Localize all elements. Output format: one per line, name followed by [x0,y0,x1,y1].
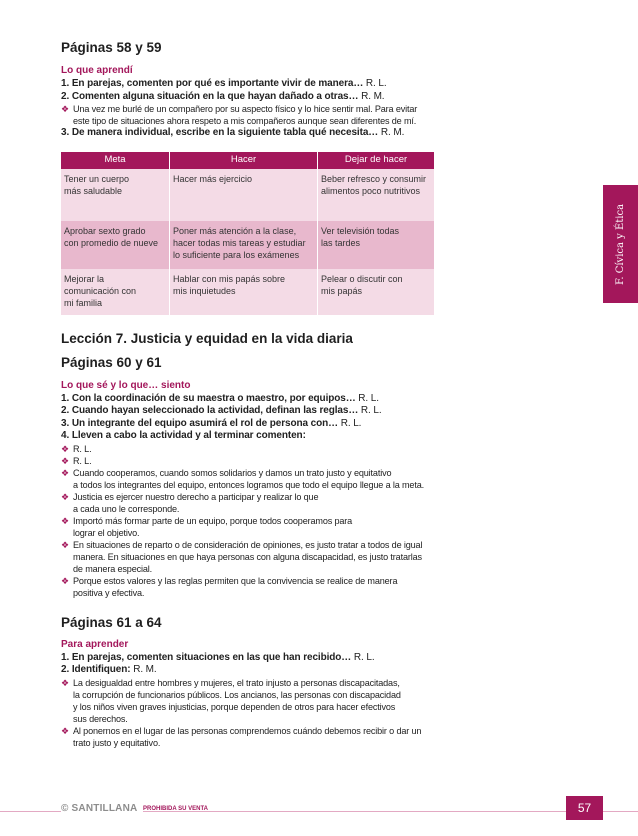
question-1: 1. En parejas, comenten situaciones en las que han recibido… R. L. [61,651,375,663]
table-cell: Aprobar sexto grado con promedio de nueve [61,221,170,269]
page-content [61,40,441,749]
footer-notice: PROHIBIDA SU VENTA [143,806,209,812]
answer-bullet: ❖ R. L. [61,455,92,466]
subject-side-tab: F. Cívica y Ética [603,185,638,303]
question-1: 1. En parejas, comenten por qué es importante vivir de manera… R. L. [61,78,387,89]
table-header: Meta [61,152,170,169]
table-cell: Ver televisión todas las tardes [318,221,435,269]
subtitle-para-aprender: Para aprender [61,638,129,650]
answer-bullet: ❖ Justicia es ejercer nuestro derecho a participar y realizar lo que a cada uno le corresponde. [61,491,319,514]
table-row [61,221,435,269]
table-header-row [61,152,435,169]
diamond-bullet-icon: ❖ [61,455,69,466]
section-title-58-59: Páginas 58 y 59 [61,40,162,55]
table-cell: Mejorar la comunicación con mi familia [61,269,170,315]
diamond-bullet-icon: ❖ [61,575,69,586]
question-2: 2. Cuando hayan seleccionado la actividad, definan las reglas… R. L. [61,405,382,416]
table-cell: Tener un cuerpo más saludable [61,169,170,221]
subtitle-lo-que-aprendi: Lo que aprendí [61,65,133,76]
section-title-60-61: Páginas 60 y 61 [61,354,162,370]
question-3: 3. De manera individual, escribe en la siguiente tabla qué necesita… R. M. [61,127,405,138]
table-row [61,169,435,221]
table-row [61,269,435,315]
diamond-bullet-icon: ❖ [61,443,69,454]
diamond-bullet-icon: ❖ [61,539,69,550]
answer-bullet: ❖ Porque estos valores y las reglas permiten que la convivencia se realice de manera positiva y efectiva. [61,575,398,598]
answer-bullet: ❖ Cuando cooperamos, cuando somos solidarios y damos un trato justo y equitativo a todos los integrantes del equipo, entonces logramos que todo el equipo llegue a la meta. [61,467,425,490]
answer-bullet: ❖ R. L. [61,443,92,454]
goals-table [61,152,435,315]
question-2: 2. Comenten alguna situación en la que hayan dañado a otras… R. M. [61,90,385,102]
diamond-bullet-icon: ❖ [61,677,69,688]
table-cell: Hacer más ejercicio [170,169,318,221]
answer-bullet: ❖ En situaciones de reparto o de consideración de opiniones, es justo tratar a todos de igual manera. En situaciones en que haya personas con alguna discapacidad, es justo tratarlas de manera especial. [61,539,423,574]
table-cell: Poner más atención a la clase, hacer todas mis tareas y estudiar lo suficiente para los exámenes [170,221,318,269]
answer-bullet: ❖ La desigualdad entre hombres y mujeres, el trato injusto a personas discapacitadas, la corrupción de funcionarios públicos. Los ancianos, las personas con discapacidad y los niños viven graves injusticias, porque dependen de otros para hacer efectivos sus derechos. [61,677,401,724]
table-cell: Pelear o discutir con mis papás [318,269,435,315]
question-2: 2. Identifiquen: R. M. [61,664,157,675]
answer-bullet: ❖ Importó más formar parte de un equipo, porque todos cooperamos para lograr el objetivo. [61,515,353,538]
diamond-bullet-icon: ❖ [61,725,69,736]
table-header: Dejar de hacer [318,152,435,169]
answer-bullet: ❖ Una vez me burlé de un compañero por su aspecto físico y lo hice sentir mal. Para evitar este tipo de situaciones ahora respeto a mis compañeros aunque sean diferentes de mí. [61,104,418,126]
diamond-bullet-icon: ❖ [61,467,69,478]
table-cell: Hablar con mis papás sobre mis inquietudes [170,269,318,315]
table-cell: Beber refresco y consumir alimentos poco nutritivos [318,169,435,221]
page-number: 57 [566,796,603,820]
lesson-title: Lección 7. Justicia y equidad en la vida diaria [61,330,353,346]
table-header: Hacer [170,152,318,169]
subtitle-lo-que-se: Lo que sé y lo que… siento [61,379,191,391]
diamond-bullet-icon: ❖ [61,104,69,114]
question-1: 1. Con la coordinación de su maestra o maestro, por equipos… R. L. [61,392,379,404]
section-title-61-64: Páginas 61 a 64 [61,614,162,630]
publisher-logo: © SANTILLANA [61,803,143,814]
question-4: 4. Lleven a cabo la actividad y al terminar comenten: [61,430,306,441]
diamond-bullet-icon: ❖ [61,515,69,526]
diamond-bullet-icon: ❖ [61,491,69,502]
answer-bullet: ❖ Al ponernos en el lugar de las personas comprendemos cuándo debemos recibir o dar un trato justo y equitativo. [61,725,422,748]
question-3: 3. Un integrante del equipo asumirá el rol de persona con… R. L. [61,417,362,429]
